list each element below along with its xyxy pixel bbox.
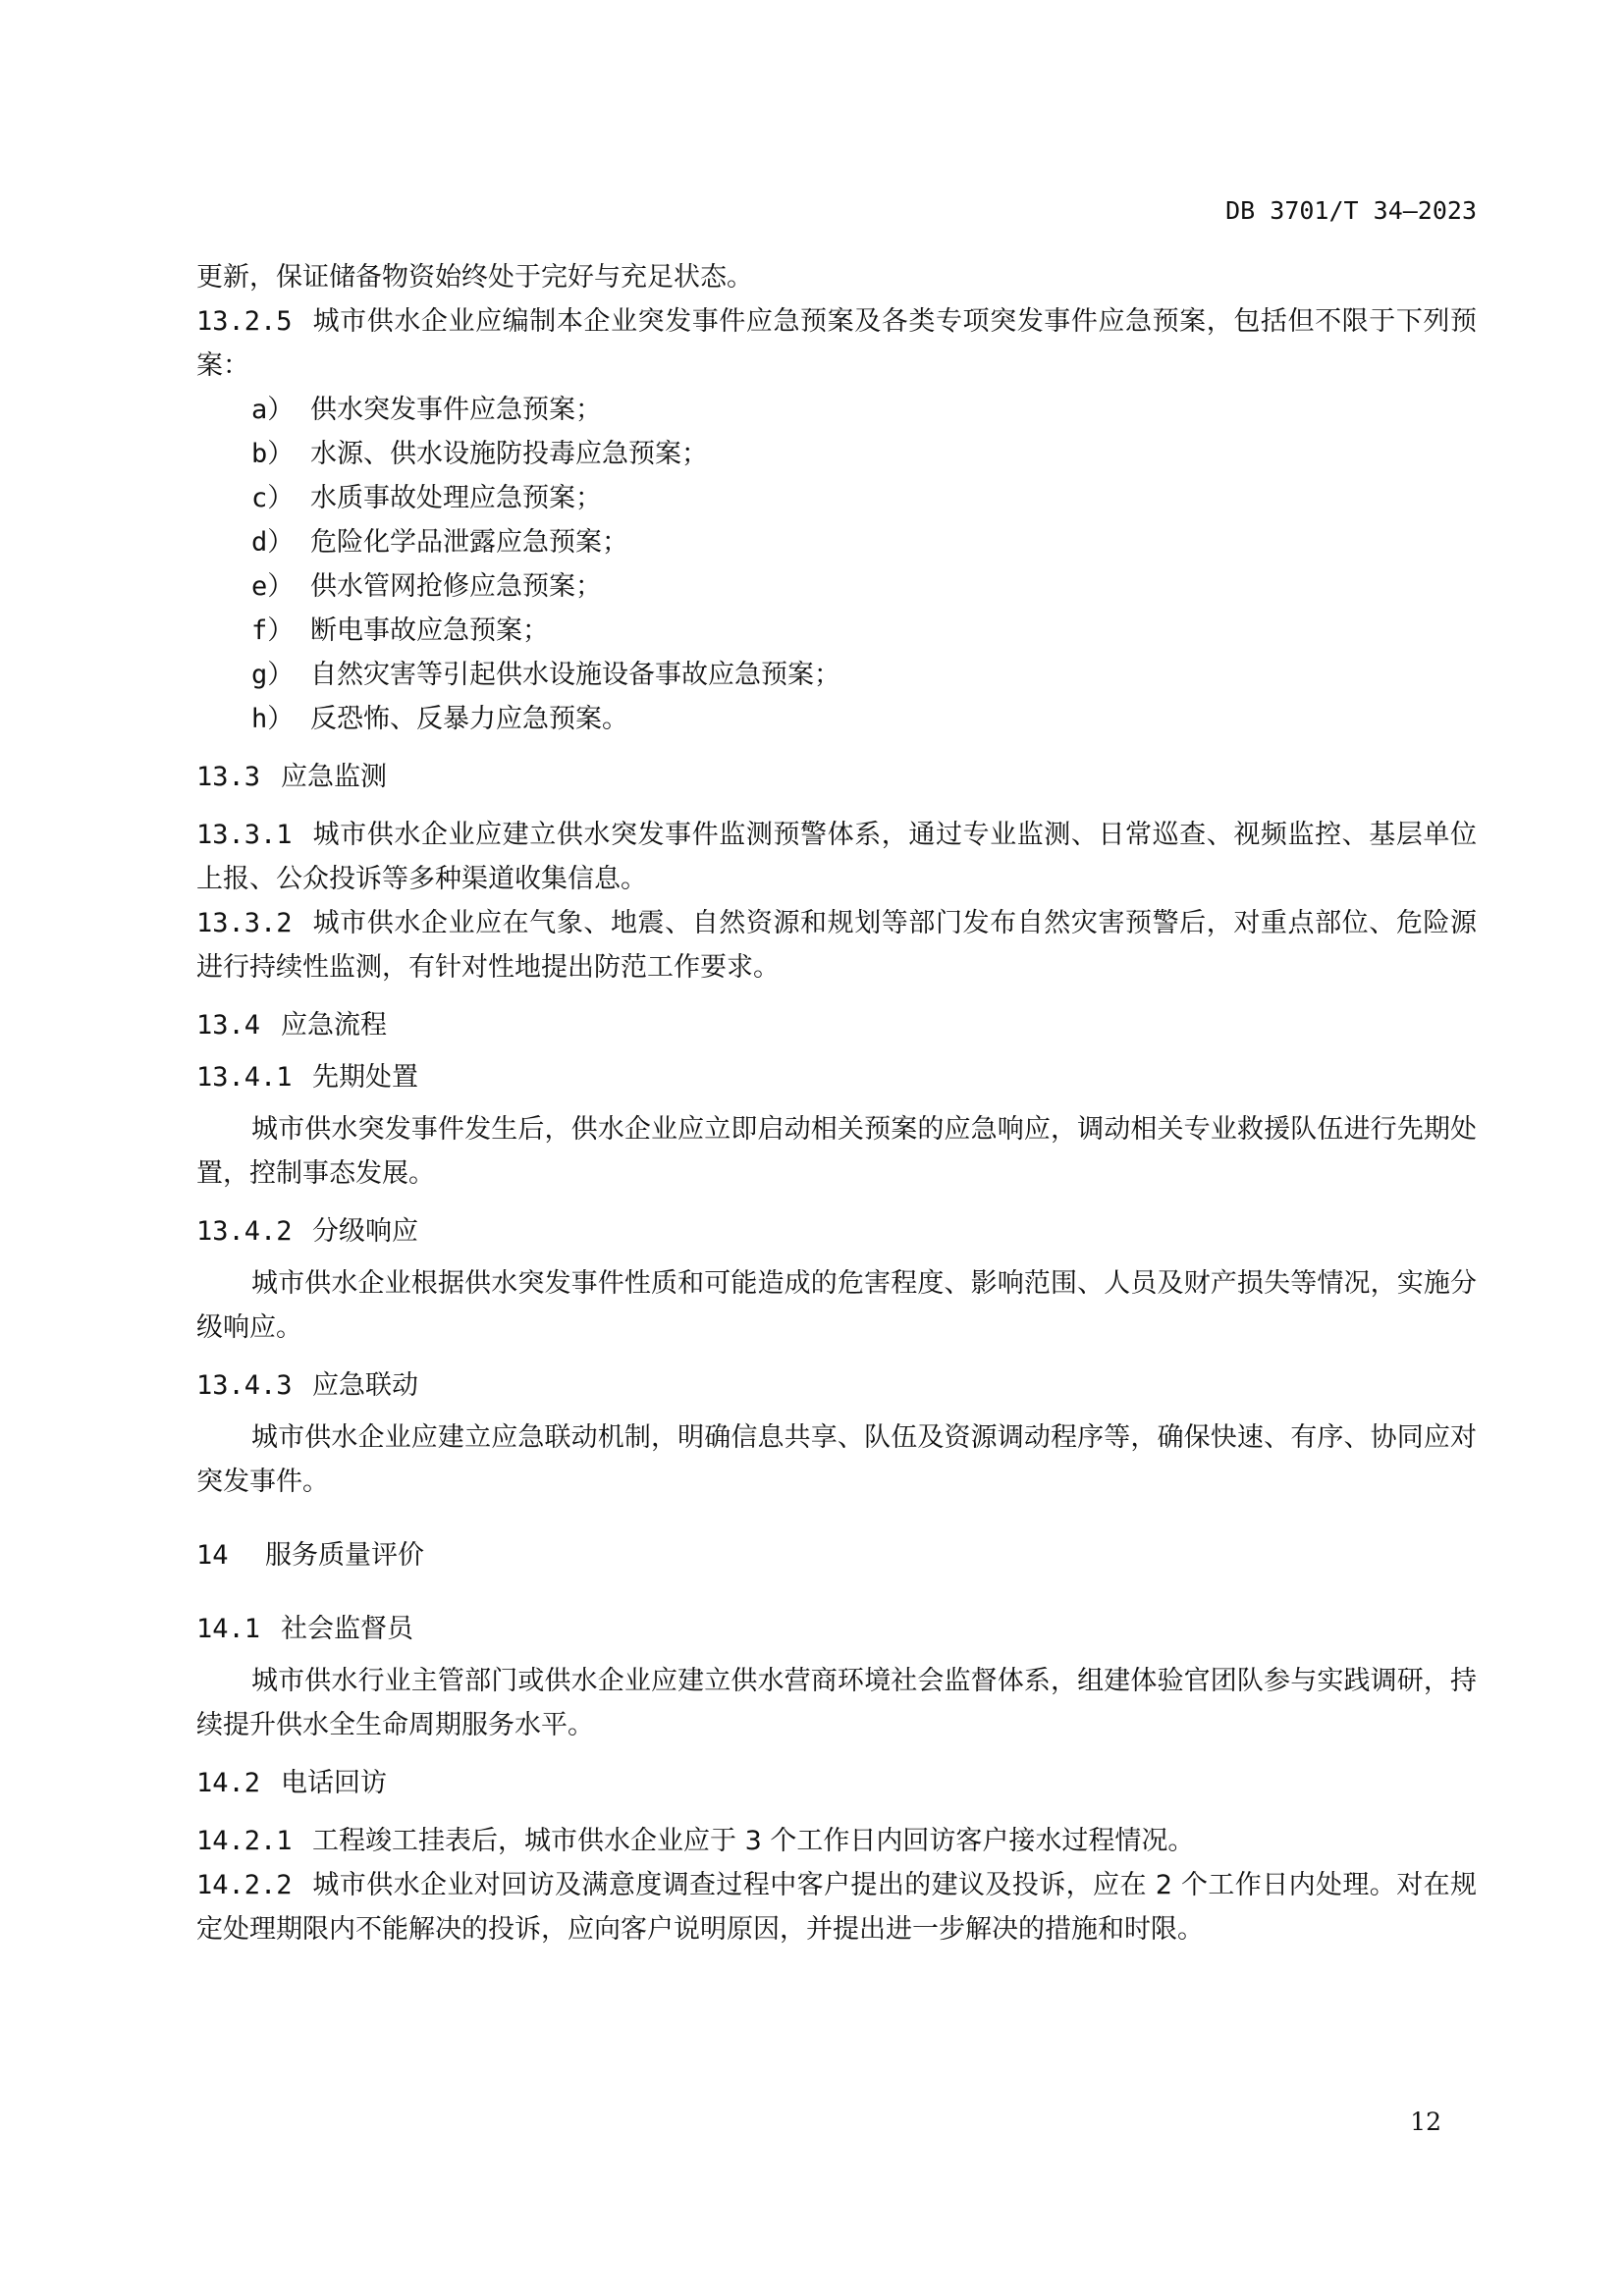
heading-number: 13.4.3: [196, 1370, 293, 1401]
clause-14-2-2: [196, 1863, 1477, 1951]
heading-title: 社会监督员: [281, 1614, 413, 1644]
clause-number: 13.2.5: [196, 306, 293, 337]
list-item-label: c）: [251, 483, 295, 513]
heading-number: 13.4.2: [196, 1216, 293, 1247]
list-item-text: 供水突发事件应急预案；: [310, 395, 602, 425]
heading-title: 应急流程: [281, 1010, 387, 1041]
clause-text: 城市供水企业应在气象、地震、自然资源和规划等部门发布自然灾害预警后，对重点部位、危险源进行持续性监测，有针对性地提出防范工作要求。: [196, 908, 1477, 983]
list-item-text: 断电事故应急预案；: [310, 615, 549, 646]
clause-text: 工程竣工挂表后，城市供水企业应于 3 个工作日内回访客户接水过程情况。: [312, 1826, 1195, 1856]
heading-13-3: [196, 755, 1477, 799]
list-item-label: f）: [251, 615, 295, 646]
list-item-label: h）: [251, 704, 295, 734]
clause-text: 城市供水企业应编制本企业突发事件应急预案及各类专项突发事件应急预案，包括但不限于下列预案：: [196, 306, 1477, 381]
heading-13-4: [196, 1003, 1477, 1047]
list-item: [196, 432, 1477, 476]
clause-number: 14.2.1: [196, 1826, 293, 1856]
page-number: 12: [1410, 2108, 1441, 2136]
paragraph-13-4-1: 城市供水突发事件发生后，供水企业应立即启动相关预案的应急响应，调动相关专业救援队伍进行先期处置，控制事态发展。: [196, 1114, 1477, 1189]
heading-13-4-1: [196, 1055, 1477, 1099]
clause-14-2-1: [196, 1819, 1477, 1863]
list-item: [196, 476, 1477, 520]
list-item-text: 危险化学品泄露应急预案；: [310, 527, 628, 558]
list-item-label: d）: [251, 527, 295, 558]
paragraph-14-1: 城市供水行业主管部门或供水企业应建立供水营商环境社会监督体系，组建体验官团队参与实践调研，持续提升供水全生命周期服务水平。: [196, 1666, 1477, 1740]
list-item: [196, 388, 1477, 432]
list-item: [196, 653, 1477, 697]
heading-14-1: [196, 1607, 1477, 1651]
list-item-text: 水源、供水设施防投毒应急预案；: [310, 439, 708, 469]
heading-title: 先期处置: [312, 1062, 418, 1093]
list-item: [196, 564, 1477, 609]
clause-13-3-1: [196, 813, 1477, 901]
list-item-text: 供水管网抢修应急预案；: [310, 571, 602, 602]
heading-number: 14.1: [196, 1614, 261, 1644]
page-content: [196, 255, 1477, 1951]
list-item-label: g）: [251, 660, 295, 690]
list-item-label: e）: [251, 571, 295, 602]
heading-title: 服务质量评价: [265, 1540, 424, 1571]
clause-number: 14.2.2: [196, 1870, 293, 1900]
heading-14-2: [196, 1761, 1477, 1805]
heading-14: [196, 1533, 1477, 1577]
list-item-text: 反恐怖、反暴力应急预案。: [310, 704, 628, 734]
heading-13-4-2: [196, 1209, 1477, 1254]
heading-title: 应急联动: [312, 1370, 418, 1401]
heading-number: 14.2: [196, 1768, 261, 1798]
clause-13-2-5: [196, 299, 1477, 388]
standard-code: DB 3701/T 34—2023: [1225, 196, 1477, 225]
list-item: [196, 520, 1477, 564]
heading-title: 电话回访: [281, 1768, 387, 1798]
heading-title: 分级响应: [312, 1216, 418, 1247]
heading-number: 13.4.1: [196, 1062, 293, 1093]
continued-text: 更新，保证储备物资始终处于完好与充足状态。: [196, 262, 753, 293]
clause-13-3-2: [196, 901, 1477, 989]
list-item-label: a）: [251, 395, 295, 425]
list-item-label: b）: [251, 439, 295, 469]
heading-title: 应急监测: [281, 762, 387, 792]
heading-number: 14: [196, 1540, 229, 1571]
heading-number: 13.4: [196, 1010, 261, 1041]
paragraph-13-4-3: 城市供水企业应建立应急联动机制，明确信息共享、队伍及资源调动程序等，确保快速、有序、协同应对突发事件。: [196, 1422, 1477, 1497]
list-item-text: 自然灾害等引起供水设施设备事故应急预案；: [310, 660, 840, 690]
clause-text: 城市供水企业对回访及满意度调查过程中客户提出的建议及投诉，应在 2 个工作日内处理。对在规定处理期限内不能解决的投诉，应向客户说明原因，并提出进一步解决的措施和时限。: [196, 1870, 1477, 1945]
list-item: [196, 697, 1477, 741]
heading-number: 13.3: [196, 762, 261, 792]
list-item: [196, 609, 1477, 653]
heading-13-4-3: [196, 1363, 1477, 1408]
paragraph-13-4-2: 城市供水企业根据供水突发事件性质和可能造成的危害程度、影响范围、人员及财产损失等情况，实施分级响应。: [196, 1268, 1477, 1343]
list-item-text: 水质事故处理应急预案；: [310, 483, 602, 513]
clause-text: 城市供水企业应建立供水突发事件监测预警体系，通过专业监测、日常巡查、视频监控、基层单位上报、公众投诉等多种渠道收集信息。: [196, 820, 1477, 894]
plan-list: [196, 388, 1477, 741]
clause-number: 13.3.1: [196, 820, 293, 850]
clause-number: 13.3.2: [196, 908, 293, 938]
